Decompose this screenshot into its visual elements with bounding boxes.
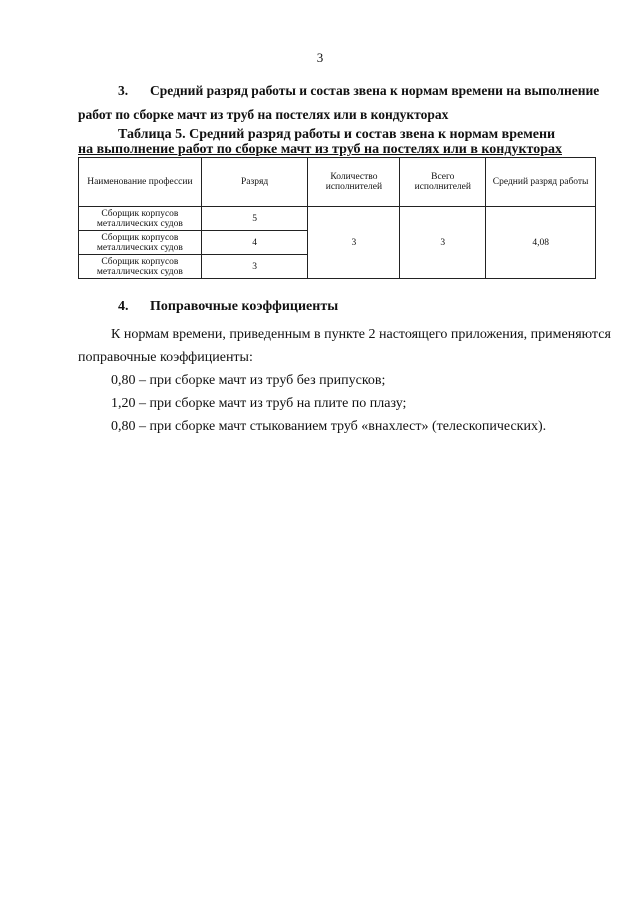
section-3-title-line2: работ по сборке мачт из труб на постелях или в кондукторах — [78, 107, 449, 122]
profession-cell: Сборщик корпусов металлических судов — [79, 207, 202, 231]
coefficient-item: 0,80 – при сборке мачт стыкованием труб «внахлест» (телескопических). — [111, 419, 547, 434]
header-total: Всего исполнителей — [400, 158, 486, 207]
avg-grade-cell: 4,08 — [486, 207, 596, 279]
table-header-row — [79, 158, 596, 207]
coefficient-item: 1,20 – при сборке мачт из труб на плите по плазу; — [111, 396, 407, 411]
table-caption-line2: на выполнение работ по сборке мачт из труб на постелях или в кондукторах — [78, 142, 562, 157]
table-row — [79, 207, 596, 231]
page-number: 3 — [316, 50, 324, 65]
norms-table — [78, 157, 596, 279]
profession-cell: Сборщик корпусов металлических судов — [79, 231, 202, 255]
section-4-intro-line2: поправочные коэффициенты: — [78, 350, 253, 365]
header-profession: Наименование профессии — [79, 158, 202, 207]
section-4-title: Поправочные коэффициенты — [150, 299, 339, 314]
section-4-number: 4. — [118, 299, 129, 314]
coefficient-item: 0,80 – при сборке мачт из труб без припусков; — [111, 373, 386, 388]
table-caption-line1: Таблица 5. Средний разряд работы и состав звена к нормам времени — [118, 127, 556, 142]
section-4-intro-line1: К нормам времени, приведенным в пункте 2 настоящего приложения, применяются — [111, 327, 611, 342]
header-count: Количество исполнителей — [308, 158, 400, 207]
header-grade: Разряд — [201, 158, 308, 207]
header-avg-grade: Средний разряд работы — [486, 158, 596, 207]
profession-cell: Сборщик корпусов металлических судов — [79, 255, 202, 279]
count-cell: 3 — [308, 207, 400, 279]
total-cell: 3 — [400, 207, 486, 279]
grade-cell: 5 — [201, 207, 308, 231]
section-3-title-line1: Средний разряд работы и состав звена к нормам времени на выполнение — [150, 83, 600, 98]
grade-cell: 3 — [201, 255, 308, 279]
section-3-number: 3. — [118, 83, 129, 98]
grade-cell: 4 — [201, 231, 308, 255]
